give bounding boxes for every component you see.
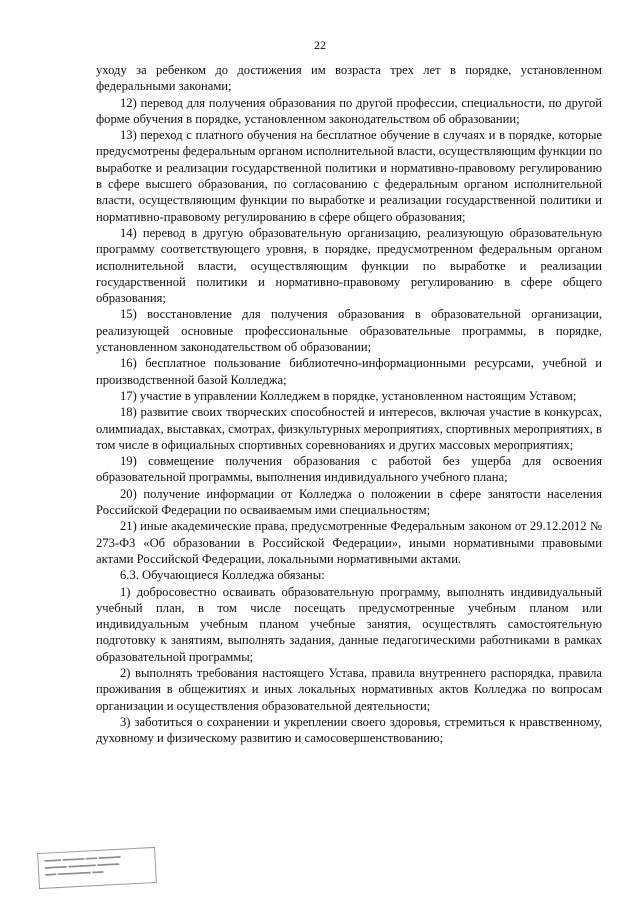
paragraph-item-17: 17) участие в управлении Колледжем в порядке, установленном настоящим Уставом; [120, 388, 577, 403]
paragraph-item-20: 20) получение информации от Колледжа о положении в сфере занятости населения Российской Федерации по осваиваемым ими специальностям; [96, 486, 602, 518]
paragraph-item-19: 19) совмещение получения образования с работой без ущерба для освоения образовательной программы, выполнения индивидуального учебного плана; [96, 454, 602, 485]
document-body [96, 62, 602, 746]
faded-stamp: ▬▬▬ ▬▬▬▬ ▬▬ ▬▬▬▬ ▬▬▬▬ ▬▬▬▬▬ ▬▬▬▬ ▬▬ ▬▬▬▬▬▬ ▬▬ [37, 847, 157, 889]
paragraph-item-18: 18) развитие своих творческих способностей и интересов, включая участие в конкурсах, олимпиадах, выставках, смотрах, физкультурных мероприятиях, спортивных мероприятиях, в том числе в официальных спортивных соревнованиях и других массовых мероприятиях; [96, 405, 602, 452]
paragraph-item-13: 13) переход с платного обучения на бесплатное обучение в случаях и в порядке, которые предусмотрены федеральным органом исполнительной власти, осуществляющим функции по выработке и реализации государственной политики и нормативно-правовому регулированию в сфере высшего образования, по согласованию с федеральным органом исполнительной власти, осуществляющим функции по выработке и реализации государственной политики и нормативно-правовому регулированию в сфере общего образования; [96, 128, 602, 224]
paragraph-duty-2: 2) выполнять требования настоящего Устава, правила внутреннего распорядка, правила проживания в общежитиях и иных локальных нормативных актов Колледжа по вопросам организации и осуществления образовательной деятельности; [96, 665, 602, 713]
paragraph-item-14: 14) перевод в другую образовательную организацию, реализующую образовательную программу соответствующего уровня, в порядке, предусмотренном федеральным органом исполнительной власти, осуществляющим функции по выработке и реализации государственной политики и нормативно-правовому регулированию в сфере общего образования; [96, 225, 602, 306]
page-number: 22 [314, 38, 326, 52]
section-heading-6-3: 6.3. Обучающиеся Колледжа обязаны: [120, 568, 325, 583]
paragraph-item-16: 16) бесплатное пользование библиотечно-информационными ресурсами, учебной и производственной базой Колледжа; [96, 356, 602, 387]
paragraph-duty-1: 1) добросовестно осваивать образовательную программу, выполнять индивидуальный учебный план, в том числе посещать предусмотренные учебным планом или индивидуальным учебным планом учебные занятия, осуществлять самостоятельную подготовку к занятиям, выполнять задания, данные педагогическими работниками в рамках образовательной программы; [96, 584, 602, 664]
paragraph-item-21: 21) иные академические права, предусмотренные Федеральным законом от 29.12.2012 № 273-ФЗ «Об образовании в Российской Федерации», иными нормативными правовыми актами Российской Федерации, локальными нормативными актами. [96, 519, 602, 566]
paragraph-item-15: 15) восстановление для получения образования в образовательной организации, реализующей основные профессиональные образовательные программы, в порядке, установленном законодательством об образовании; [96, 307, 602, 355]
paragraph-continuation: уходу за ребенком до достижения им возраста трех лет в порядке, установленном федеральными законами; [96, 63, 602, 94]
paragraph-duty-3: 3) заботиться о сохранении и укреплении своего здоровья, стремиться к нравственному, духовному и физическому развитию и самосовершенствованию; [96, 714, 602, 746]
paragraph-item-12: 12) перевод для получения образования по другой профессии, специальности, по другой форме обучения в порядке, установленном законодательством об образовании; [96, 95, 602, 126]
